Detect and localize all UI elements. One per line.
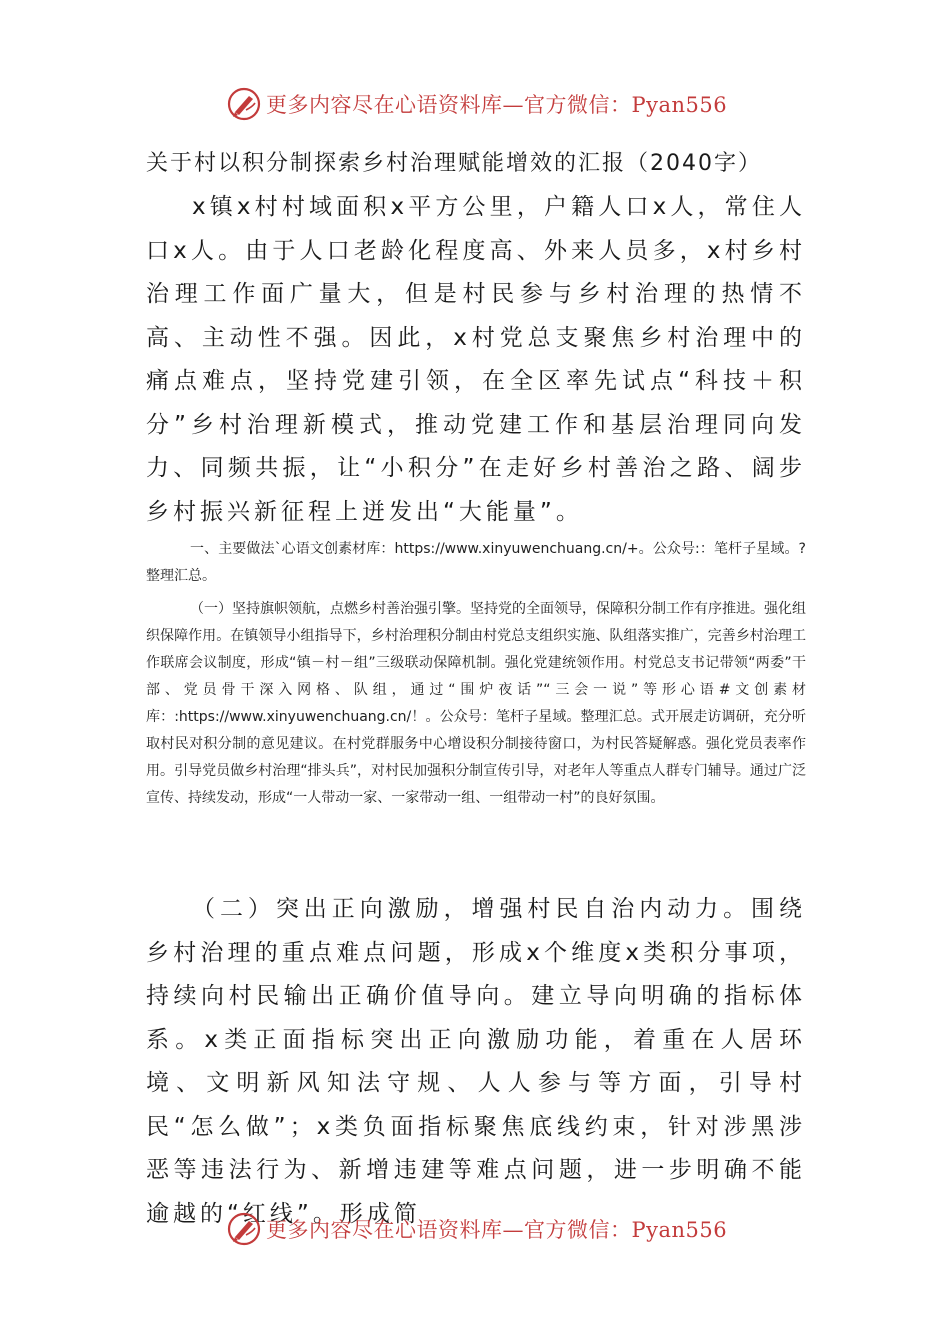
paragraph-flag-leadership: （一）坚持旗帜领航，点燃乡村善治强引擎。坚持党的全面领导，保障积分制工作有序推进。强化组织保障作用。在镇领导小组指导下，乡村治理积分制由村党总支组织实施、队组落实推广，完善乡村治理工作联席会议制度，形成“镇－村－组”三级联动保障机制。强化党建统领作用。村党总支书记带领“两委”干部、党员骨干深入网格、队组，通过“围炉夜话”“三会一说”等形心语#文创素材库：:https://www.xinyuwenchuang.cn/！。公众号：笔杆子星域。整理汇总。式开展走访调研，充分听取村民对积分制的意见建议。在村党群服务中心增设积分制接待窗口，为村民答疑解惑。强化党员表率作用。引导党员做乡村治理“排头兵”，对村民加强积分制宣传引导，对老年人等重点人群专门辅导。通过广泛宣传、持续发动，形成“一人带动一家、一家带动一组、一组带动一村”的良好氛围。: [146, 601, 806, 806]
banner-text: 更多内容尽在心语资料库—官方微信：Pyan556: [266, 93, 728, 117]
header-banner[interactable]: [226, 84, 746, 124]
document-title: 关于村以积分制探索乡村治理赋能增效的汇报（2040字）: [146, 151, 762, 176]
footer-banner[interactable]: [226, 1209, 746, 1249]
paragraph-positive-incentives: （二）突出正向激励，增强村民自治内动力。围绕乡村治理的重点难点问题，形成x个维度x类积分事项，持续向村民输出正确价值导向。建立导向明确的指标体系。x类正面指标突出正向激励功能，着重在人居环境、文明新风知法守规、人人参与等方面，引导村民“怎么做”；x类负面指标聚焦底线约束，针对涉黑涉恶等违法行为、新增违建等难点问题，进一步明确不能逾越的“红线”。形成简: [146, 896, 806, 1227]
banner-text: 更多内容尽在心语资料库—官方微信：Pyan556: [266, 1218, 728, 1242]
paragraph-intro: x镇x村村域面积x平方公里，户籍人口x人，常住人口x人。由于人口老龄化程度高、外来人员多，x村乡村治理工作面广量大，但是村民参与乡村治理的热情不高、主动性不强。因此，x村党总支聚焦乡村治理中的痛点难点，坚持党建引领，在全区率先试点“科技＋积分”乡村治理新模式，推动党建工作和基层治理同向发力、同频共振，让“小积分”在走好乡村善治之路、阔步乡村振兴新征程上迸发出“大能量”。: [146, 194, 806, 525]
pen-logo-icon: [226, 86, 262, 122]
pen-logo-icon: [226, 1211, 262, 1247]
section-heading-main-practices: 一、主要做法`心语文创素材库：https://www.xinyuwenchuang.cn/+。公众号:：笔杆子星域。?整理汇总。: [146, 541, 806, 584]
